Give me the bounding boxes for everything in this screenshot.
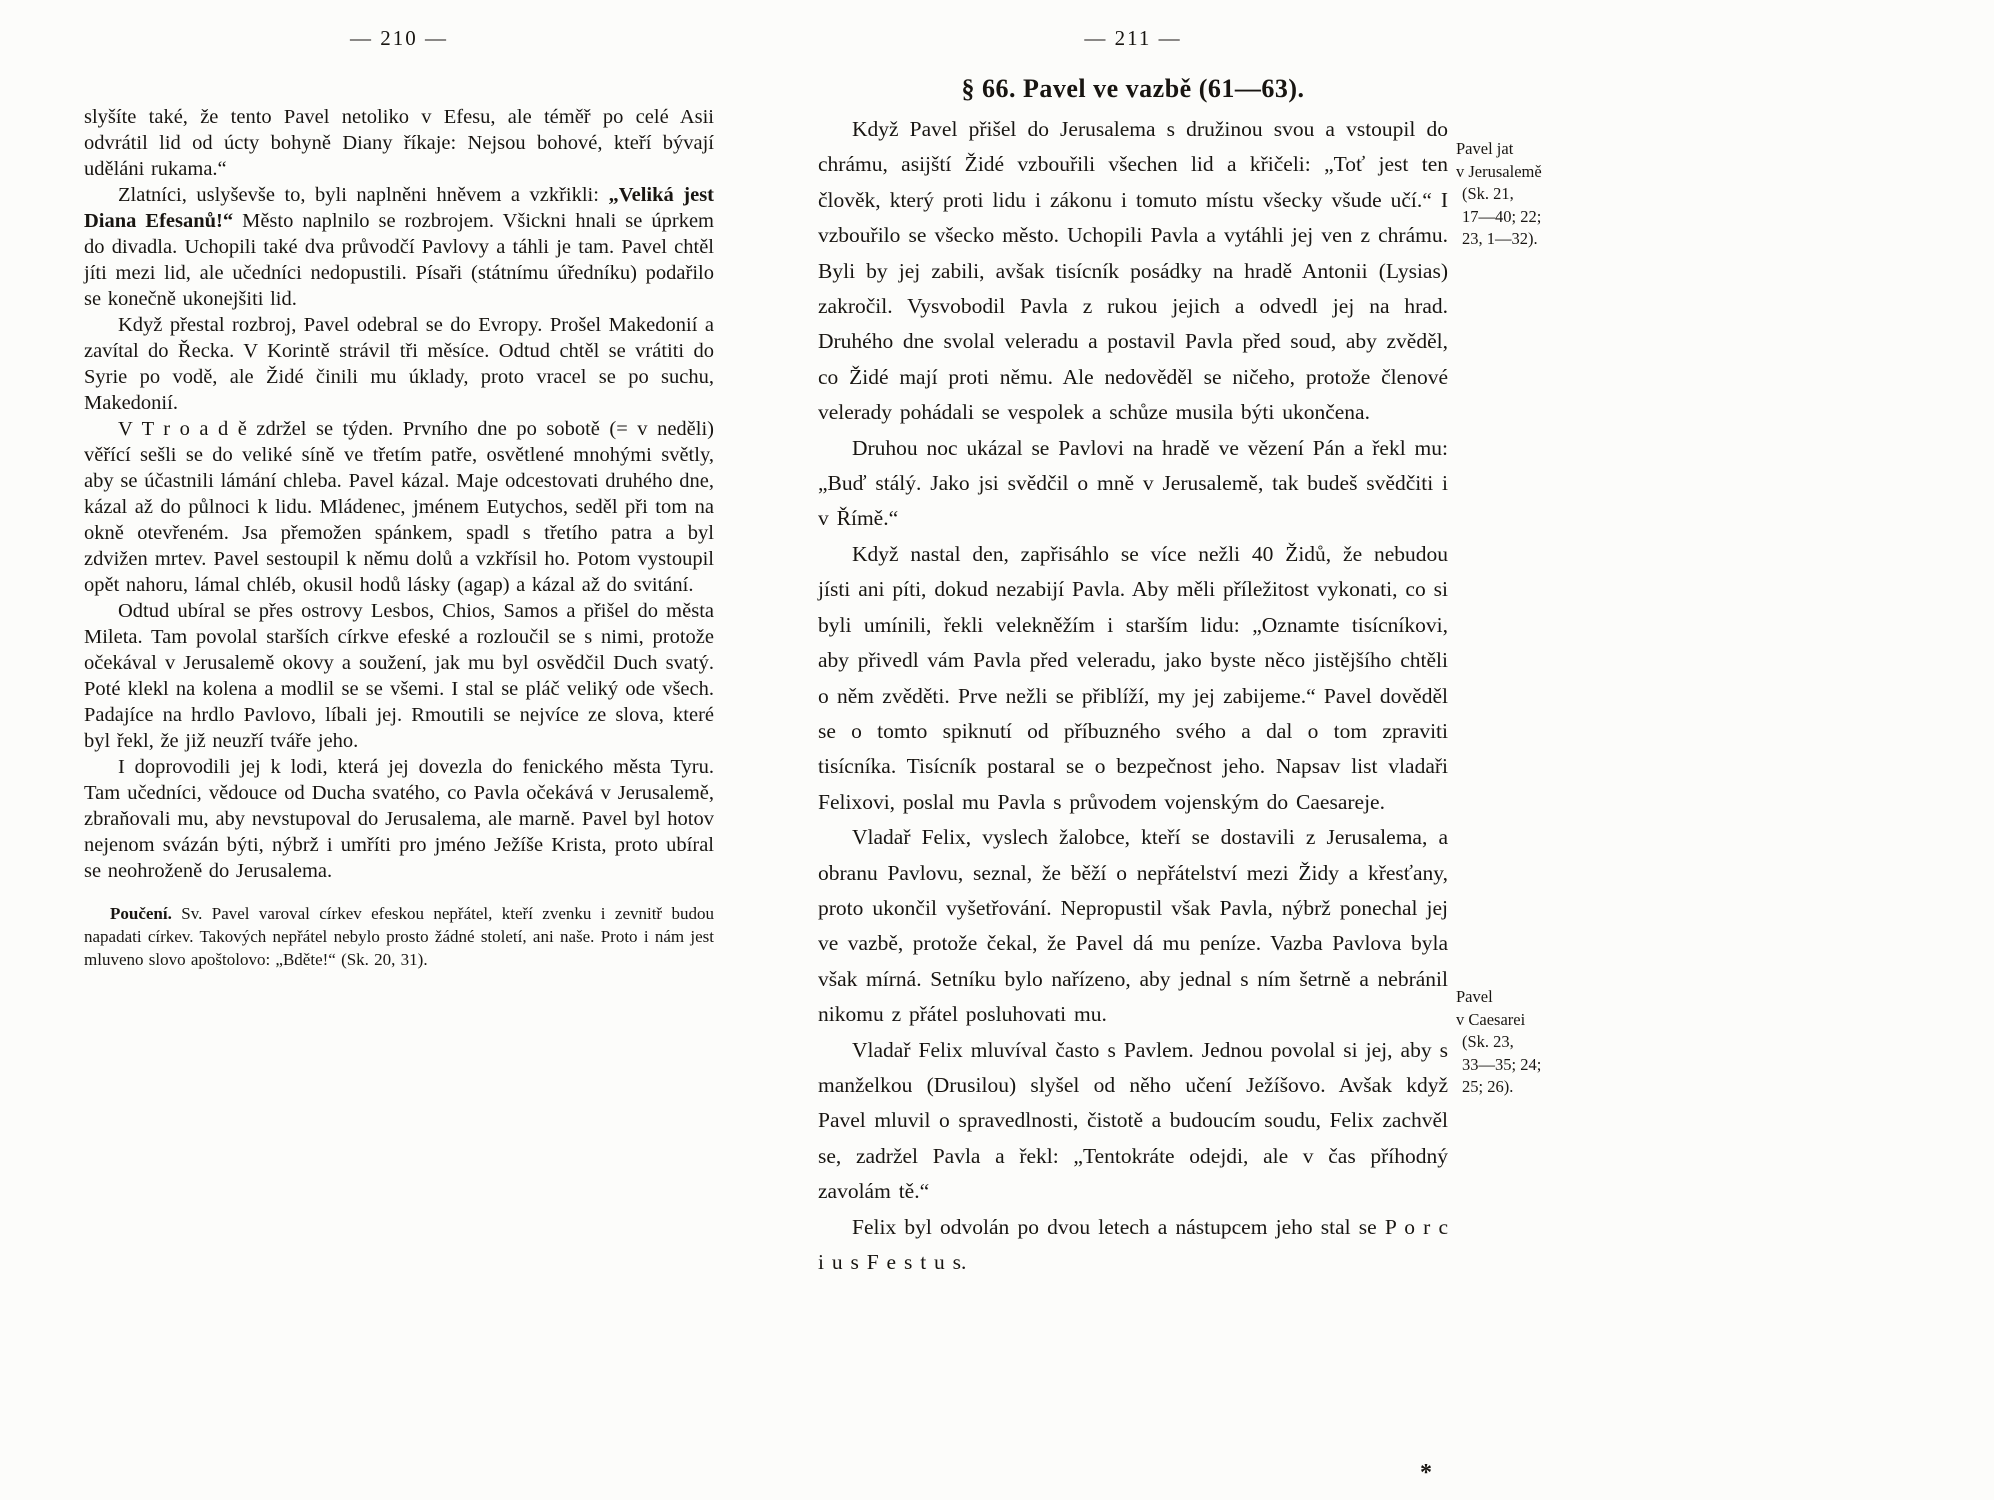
paragraph: Když nastal den, zapřisáhlo se více nežli 40 Židů, že nebudou jísti ani píti, dokud nezabijí Pavla. Aby měli příležitost vykonati, co si byli umínili, řekli velekněžím i starším lidu: „Oznamte tisícníkovi, aby přivedl vám Pavla před veleradu, jako byste něco jistějšího chtěli o něm zvěděti. Prve nežli se přiblíží, my jej zabijeme.“ Pavel dověděl se o tomto spiknutí od příbuzného svého a dal o tom zpraviti tisícníka. Tisícník postaral se o bezpečnost jeho. Napsav list vladaři Felixovi, poslal mu Pavla s průvodem vojenským do Caesareje.: [818, 541, 1448, 814]
paragraph: [84, 182, 714, 312]
paragraph: Vladař Felix mluvíval často s Pavlem. Jednou povolal si jej, aby s manželkou (Drusilou) slyšel od něho učení Ježíšovo. Avšak když Pavel mluvil o spravedlnosti, čistotě a budoucím soudu, Felix zachvěl se, zadržel Pavla a řekl: „Tentokráte odejdi, ale v čas příhodný zavolám tě.“: [818, 1037, 1448, 1204]
paragraph: slyšíte také, že tento Pavel netoliko v Efesu, ale téměř po celé Asii odvrátil lid od úcty bohyně Diany říkaje: Nejsou bohové, kteří bývají uděláni rukama.“: [84, 106, 714, 180]
margin-note-line: v Jerusalemě: [1456, 161, 1542, 181]
margin-note-line: 23, 1—32).: [1462, 229, 1538, 248]
paragraph: V T r o a d ě zdržel se týden. Prvního dne po sobotě (= v neděli) věřící sešli se do veliké síně ve třetím patře, osvětlené mnohými světly, aby se účastnili lámání chleba. Pavel kázal. Maje odcestovati druhého dne, kázal až do půlnoci k lidu. Mládenec, jménem Eutychos, seděl při tom na okně otevřeném. Jsa přemožen spánkem, spadl s třetího patra a byl zdvižen mrtev. Pavel sestoupil k němu dolů a vzkřísil ho. Potom vystoupil opět nahoru, lámal chléb, okusil hodů lásky (agap) a kázal až do svitání.: [84, 418, 714, 596]
margin-note-line: (Sk. 21,: [1462, 184, 1514, 203]
margin-note-line: 33—35; 24;: [1462, 1054, 1542, 1074]
bold-phrase: „Veliká jest Diana Efesanů!“: [84, 184, 714, 232]
footnote-label: Poučení.: [110, 904, 172, 923]
paragraph: Odtud ubíral se přes ostrovy Lesbos, Chios, Samos a přišel do města Mileta. Tam povolal starších církve efeské a rozloučil se s nimi, protože očekával v Jerusalemě okovy a soužení, jak mu byl osvědčil Duch svatý. Poté klekl na kolena a modlil se se všemi. I stal se pláč veliký ode všech. Padajíce na hrdlo Pavlovo, líbali jej. Rmoutili se nejvíce ze slova, které byl řekl, že již neuzří tváře jeho.: [84, 600, 714, 752]
margin-note-caesarea: [1456, 986, 1576, 1099]
paragraph: Vladař Felix, vyslech žalobce, kteří se dostavili z Jerusalema, a obranu Pavlovu, seznal, že běží o nepřátelství mezi Židy a křesťany, proto ukončil vyšetřování. Nepropustil však Pavla, nýbrž ponechal jej ve vazbě, protože čekal, že Pavel dá mu peníze. Vazba Pavlova byla však mírná. Setníku bylo nařízeno, aby jednal s ním šetrně a nebránil nikomu z přátel posluhovati mu.: [818, 825, 1448, 1027]
page-number-right: — 211 —: [1084, 26, 1182, 50]
margin-note-line: v Caesarei: [1456, 1009, 1526, 1029]
page-left-210: [84, 26, 714, 971]
footnote-pouceni: [84, 902, 714, 971]
footnote-text: Sv. Pavel varoval církev efeskou nepřátel, kteří zvenku i zevnitř budou napadati církev. Takových nepřátel nebylo prosto žádné století, ani naše. Proto i nám jest mluveno slovo apoštolovo: „Bděte!“ (Sk. 20, 31).: [84, 904, 714, 969]
paragraph: Když přestal rozbroj, Pavel odebral se do Evropy. Prošel Makedonií a zavítal do Řecka. V Korintě strávil tři měsíce. Odtud chtěl se vrátiti do Syrie po vodě, ale Židé činili mu úklady, proto vracel se po suchu, Makedonií.: [84, 314, 714, 414]
paragraph: Když Pavel přišel do Jerusalema s družinou svou a vstoupil do chrámu, asijští Židé vzbouřili všechen lid a křičeli: „Toť jest ten člověk, který proti lidu i zákonu i tomuto místu všecky všude učí.“ I vzbouřilo se všecko město. Uchopili Pavla a vytáhli jej ven z chrámu. Byli by jej zabili, avšak tisícník posádky na hradě Antonii (Lysias) zakročil. Vysvobodil Pavla z rukou jejich a odvedl jej na hrad. Druhého dne svolal veleradu a postavil Pavla před soud, aby zvěděl, co Židé mají proti němu. Ale nedověděl se ničeho, protože členové velerady pohádali se vespolek a schůze musila býti ukončena.: [818, 117, 1448, 425]
paragraph: Felix byl odvolán po dvou letech a nástupcem jeho stal se P o r c i u s F e s t u s.: [818, 1214, 1448, 1274]
margin-note-line: 25; 26).: [1462, 1077, 1514, 1096]
page-body-left: [84, 104, 714, 971]
page-body-right: [818, 112, 1448, 1280]
paragraph-text: Město naplnilo se rozbrojem. Všickni hnali se úprkem do divadla. Uchopili také dva průvodčí Pavlovy a táhli je tam. Pavel chtěl jíti mezi lid, ale učedníci nedopustili. Písaři (státnímu úředníku) podařilo se konečně ukonejšiti lid.: [84, 210, 714, 310]
footnote-asterisk: *: [1420, 1460, 1432, 1486]
paragraph: I doprovodili jej k lodi, která jej dovezla do fenického města Tyru. Tam učedníci, vědouce od Ducha svatého, co Pavla očekává v Jerusalemě, zbraňovali mu, aby nevstupoval do Jerusalema, ale marně. Pavel byl hotov nejenom svázán býti, nýbrž i umříti pro jméno Ježíše Krista, proto ubíral se neohroženě do Jerusalema.: [84, 756, 714, 882]
paragraph: Druhou noc ukázal se Pavlovi na hradě ve vězení Pán a řekl mu: „Buď stálý. Jako jsi svědčil o mně v Jerusalemě, tak budeš svědčiti i v Římě.“: [818, 435, 1448, 531]
margin-note-line: 17—40; 22;: [1462, 206, 1542, 226]
paragraph-text: Zlatníci, uslyševše to, byli naplněni hněvem a vzkřikli:: [118, 184, 609, 206]
page-number-left: — 210 —: [350, 26, 448, 50]
margin-note-line: Pavel: [1456, 987, 1493, 1006]
page-right-211: [818, 26, 1542, 1486]
margin-note-line: (Sk. 23,: [1462, 1032, 1514, 1051]
section-heading: § 66. Pavel ve vazbě (61—63).: [961, 74, 1305, 103]
margin-note-line: Pavel jat: [1456, 139, 1514, 158]
margin-note-jerusalem: [1456, 138, 1576, 251]
